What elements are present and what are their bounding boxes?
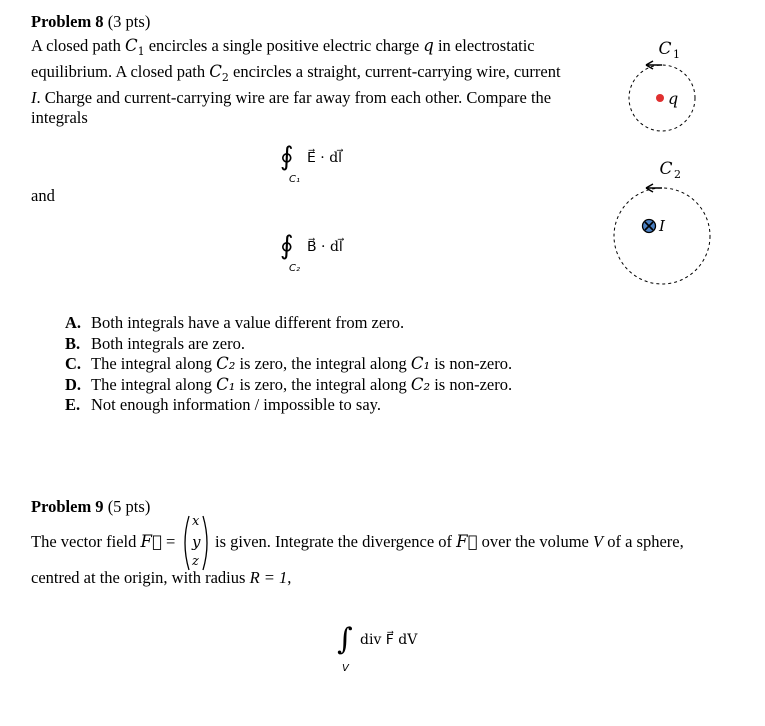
integral-symbol: ∫ bbox=[337, 622, 353, 657]
problem-8-heading bbox=[31, 12, 150, 32]
path-c1-label: C bbox=[658, 39, 672, 59]
problem-9-points: (5 pts) bbox=[107, 497, 151, 516]
path-c2-symbol: $C_2$ bbox=[209, 62, 229, 84]
integrand-div-f: div F⃗ dV bbox=[360, 632, 418, 648]
integral-e-field bbox=[280, 142, 294, 172]
charge-label: q bbox=[668, 89, 679, 108]
charge-dot bbox=[656, 94, 664, 102]
problem-9-heading bbox=[31, 497, 150, 517]
problem-9-line2: centred at the origin, with radius R = 1, bbox=[31, 568, 292, 587]
integral-path-c1: C₁ bbox=[289, 174, 300, 185]
volume-integral bbox=[337, 622, 353, 657]
and-connector: and bbox=[31, 186, 55, 205]
svg-text:1: 1 bbox=[673, 48, 680, 61]
path-c1-symbol: $C_1$ bbox=[124, 36, 145, 58]
radius-equation: R = 1 bbox=[249, 568, 288, 587]
problem-9-line1-rest: is given. Integrate the divergence of F⃗ over the volume V of a sphere, bbox=[215, 532, 684, 551]
column-vector bbox=[181, 514, 211, 572]
paths-figure bbox=[600, 30, 730, 300]
integrand-e-dl: E⃗ · dl⃗ bbox=[307, 150, 343, 166]
path-c2-circle bbox=[614, 188, 710, 284]
contour-integral-symbol: ∮ bbox=[280, 231, 294, 261]
integral-path-c2: C₂ bbox=[289, 263, 300, 274]
option-d[interactable]: D. The integral along C₁ is zero, the integral along C₂ is non-zero. bbox=[65, 374, 513, 394]
vector-x: x bbox=[192, 514, 200, 529]
contour-integral-symbol: ∮ bbox=[280, 142, 294, 172]
integrand-b-dl: B⃗ · dl⃗ bbox=[307, 239, 343, 255]
svg-text:2: 2 bbox=[674, 168, 681, 181]
path-c2-label: C bbox=[659, 159, 673, 179]
problem-9-line1: The vector field F⃗ = bbox=[31, 532, 176, 551]
integral-domain-v: V bbox=[342, 663, 349, 674]
charge-symbol: q bbox=[423, 36, 434, 55]
current-symbol: I bbox=[31, 88, 37, 107]
problem-8-title: Problem 8 bbox=[31, 12, 104, 31]
option-b[interactable]: B. Both integrals are zero. bbox=[65, 333, 245, 353]
problem-9-title: Problem 9 bbox=[31, 497, 104, 516]
option-c[interactable]: C. The integral along C₂ is zero, the integral along C₁ is non-zero. bbox=[65, 354, 513, 373]
problem-8-statement: A closed path $C_1$ encircles a single positive electric charge q in electrostatic equilibrium. A closed path $C_2$ encircles a straight, current-carrying wire, current I. Charge and current-carrying wire are far away from each other. Compare the integrals bbox=[31, 36, 561, 127]
wire-into-page-icon bbox=[643, 220, 656, 233]
vector-field-symbol: F⃗ bbox=[140, 532, 162, 551]
integral-b-field bbox=[280, 231, 294, 261]
answer-options bbox=[65, 313, 512, 416]
current-label: I bbox=[659, 217, 665, 235]
vector-z: z bbox=[192, 554, 199, 569]
vector-y: y bbox=[192, 533, 201, 551]
problem-8-points: (3 pts) bbox=[107, 12, 151, 31]
option-e[interactable]: E. Not enough information / impossible to say. bbox=[65, 395, 381, 414]
option-a[interactable]: A. Both integrals have a value different from zero. bbox=[65, 313, 405, 332]
